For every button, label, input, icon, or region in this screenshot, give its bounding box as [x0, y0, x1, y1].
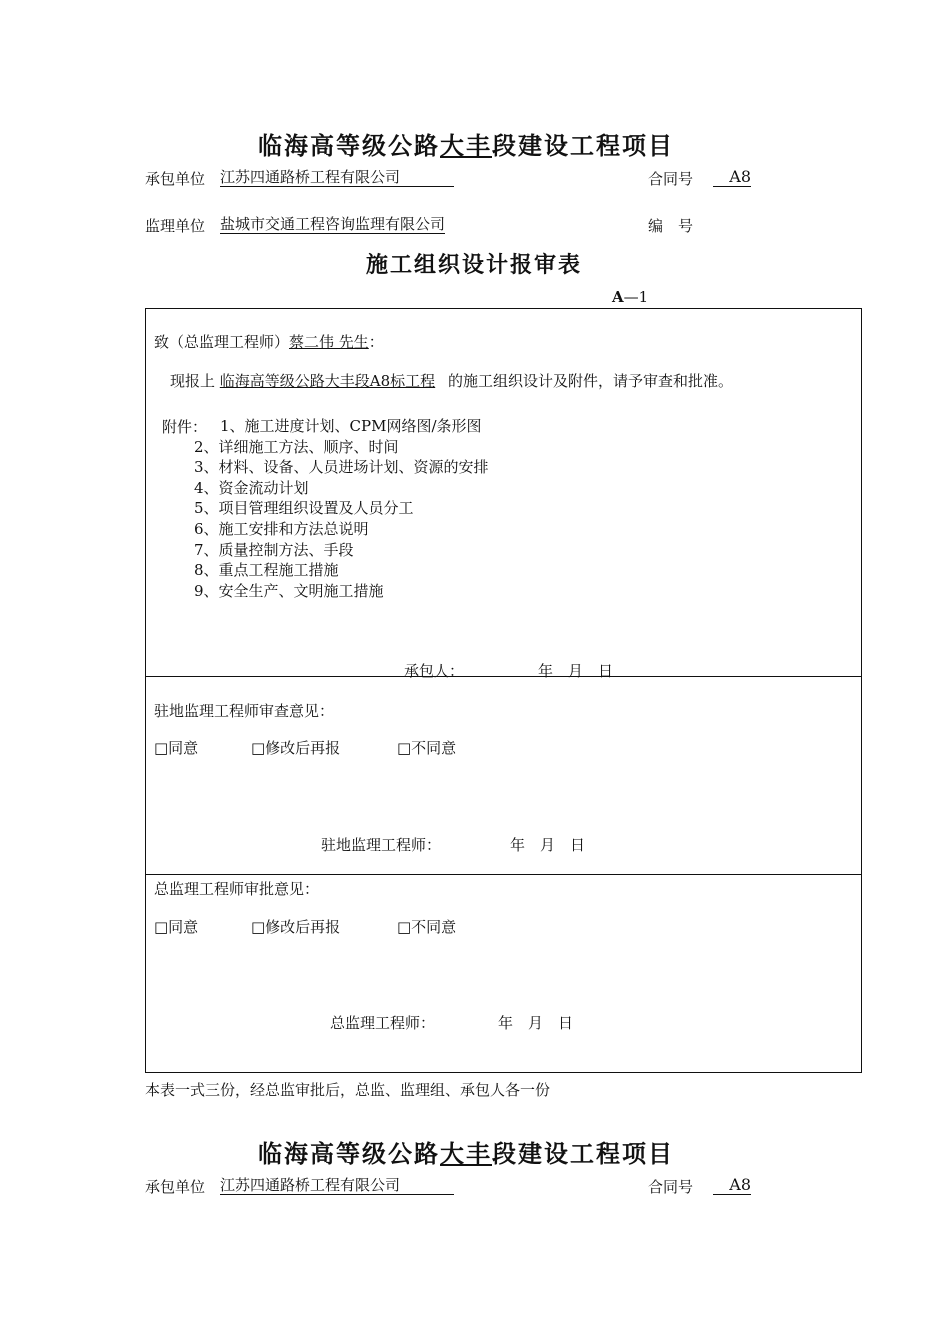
list-item: 6、施工安排和方法总说明: [194, 519, 369, 538]
list-item: 3、材料、设备、人员进场计划、资源的安排: [194, 458, 489, 477]
contractor-sign-label: 承包人：: [404, 662, 465, 680]
project-title-repeat: 临海高等级公路大丰段建设工程项目: [258, 1139, 674, 1168]
addressee-name: 蔡二伟 先生: [289, 333, 369, 351]
contract-label: 合同号: [648, 170, 694, 188]
attachment-list: [194, 437, 489, 602]
project-title: 临海高等级公路大丰段建设工程项目: [258, 131, 674, 160]
chief-option-agree[interactable]: □同意: [154, 918, 199, 936]
footnote: 本表一式三份，经总监审批后，总监、监理组、承包人各一份: [145, 1081, 551, 1099]
report-line: 现报上 临海高等级公路大丰段A8标工程 的施工组织设计及附件，请予审查和批准。: [170, 372, 733, 390]
resident-sign-label: 驻地监理工程师：: [321, 836, 442, 854]
project-title-underlined: 大丰: [440, 131, 492, 160]
form-code: A—1: [612, 288, 649, 306]
chief-opinion-label: 总监理工程师审批意见：: [154, 880, 320, 898]
supervisor-value: 盐城市交通工程咨询监理有限公司: [220, 215, 446, 233]
resident-option-disagree[interactable]: □不同意: [397, 739, 457, 757]
resident-opinion-label: 驻地监理工程师审查意见：: [154, 702, 335, 720]
contract-value-repeat: A8: [713, 1176, 751, 1195]
list-item: 2、详细施工方法、顺序、时间: [194, 437, 399, 456]
attachments-label: 附件：: [162, 418, 208, 436]
contractor-label-repeat: 承包单位: [145, 1178, 206, 1196]
resident-option-agree[interactable]: □同意: [154, 739, 199, 757]
number-label: 编 号: [648, 217, 694, 235]
list-item: 7、质量控制方法、手段: [194, 540, 354, 559]
contract-label-repeat: 合同号: [648, 1178, 694, 1196]
chief-option-revise[interactable]: □修改后再报: [251, 918, 341, 936]
resident-sign-date: 年 月 日: [510, 836, 586, 854]
addressee-line: 致（总监理工程师）蔡二伟 先生：: [154, 333, 384, 351]
list-item: 1、施工进度计划、CPM网络图/条形图: [220, 417, 482, 435]
chief-option-disagree[interactable]: □不同意: [397, 918, 457, 936]
list-item: 8、重点工程施工措施: [194, 561, 339, 580]
contract-value: A8: [713, 168, 751, 187]
section-divider-1: [145, 676, 862, 677]
supervisor-label: 监理单位: [145, 217, 206, 235]
resident-option-revise[interactable]: □修改后再报: [251, 739, 341, 757]
chief-sign-label: 总监理工程师：: [330, 1014, 436, 1032]
list-item: 5、项目管理组织设置及人员分工: [194, 499, 414, 518]
contractor-value-repeat: 江苏四通路桥工程有限公司: [220, 1176, 454, 1195]
attachment-first: [220, 416, 482, 437]
section-divider-2: [145, 874, 862, 875]
form-title: 施工组织设计报审表: [366, 252, 583, 278]
chief-sign-date: 年 月 日: [498, 1014, 574, 1032]
report-project: 临海高等级公路大丰段A8标工程: [219, 372, 436, 390]
contractor-sign-date: 年 月 日: [538, 662, 614, 680]
list-item: 9、安全生产、文明施工措施: [194, 581, 384, 600]
contractor-value: 江苏四通路桥工程有限公司: [220, 168, 454, 187]
contractor-label: 承包单位: [145, 170, 206, 188]
list-item: 4、资金流动计划: [194, 478, 309, 497]
